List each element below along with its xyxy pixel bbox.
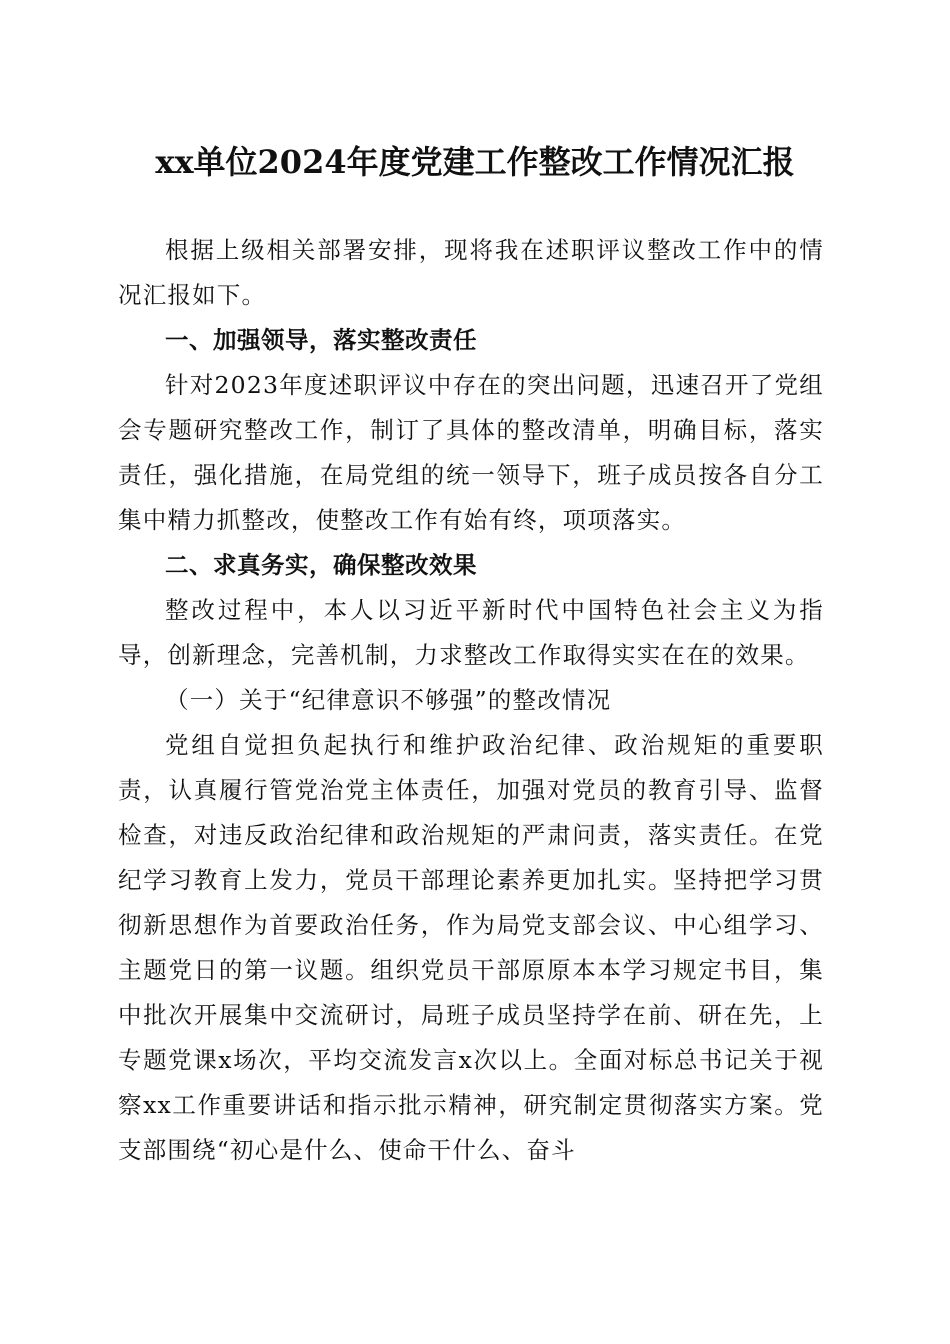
section-1-heading: 一、加强领导，落实整改责任 (165, 326, 477, 354)
section-2-heading: 二、求真务实，确保整改效果 (165, 551, 477, 579)
section-2-paragraph: 整改过程中，本人以习近平新时代中国特色社会主义为指导，创新理念，完善机制，力求整改工作取得实实在在的效果。 (118, 596, 824, 669)
section-1-paragraph: 针对2023年度述职评议中存在的突出问题，迅速召开了党组会专题研究整改工作，制订了具体的整改清单，明确目标，落实责任，强化措施，在局党组的统一领导下，班子成员按各自分工集中精力抓整改，使整改工作有始有终，项项落实。 (118, 371, 824, 534)
subsection-1-heading: （一）关于“纪律意识不够强”的整改情况 (165, 686, 612, 714)
intro-paragraph: 根据上级相关部署安排，现将我在述职评议整改工作中的情况汇报如下。 (118, 236, 824, 309)
document-body (118, 228, 824, 1173)
document-title: xx单位2024年度党建工作整改工作情况汇报 (155, 143, 795, 181)
subsection-1-paragraph: 党组自觉担负起执行和维护政治纪律、政治规矩的重要职责，认真履行管党治党主体责任，加强对党员的教育引导、监督检查，对违反政治纪律和政治规矩的严肃问责，落实责任。在党纪学习教育上发力，党员干部理论素养更加扎实。坚持把学习贯彻新思想作为首要政治任务，作为局党支部会议、中心组学习、主题党日的第一议题。组织党员干部原原本本学习规定书目，集中批次开展集中交流研讨，局班子成员坚持学在前、研在先，上专题党课x场次，平均交流发言x次以上。全面对标总书记关于视察xx工作重要讲话和指示批示精神，研究制定贯彻落实方案。党支部围绕“初心是什么、使命干什么、奋斗 (118, 731, 824, 1164)
